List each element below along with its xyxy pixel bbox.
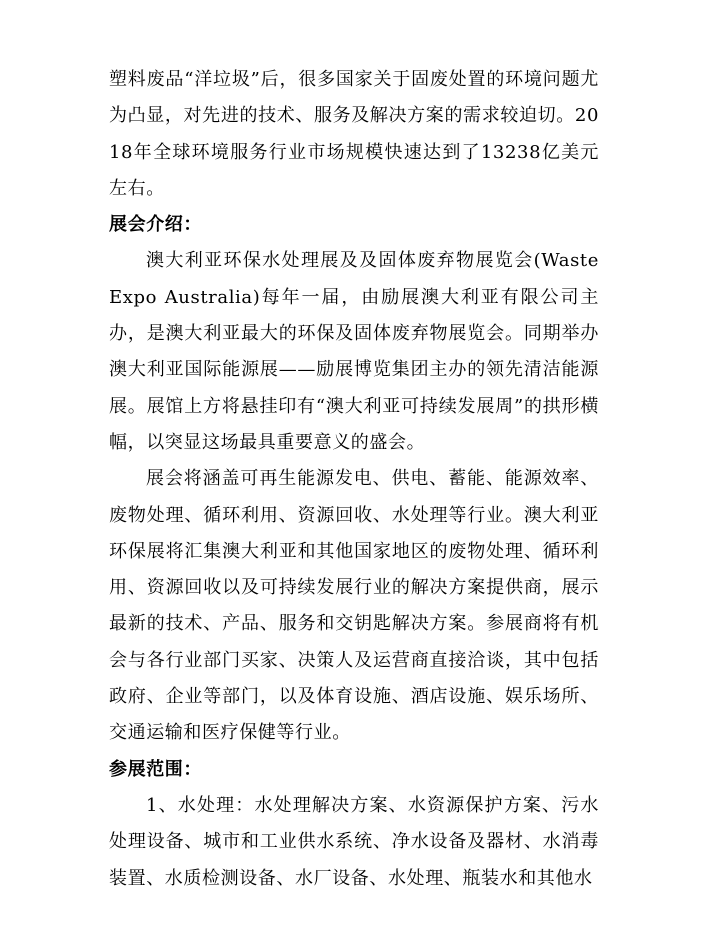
document-body <box>109 62 599 897</box>
exhibit-scope-item-1: 1、水处理：水处理解决方案、水资源保护方案、污水处理设备、城市和工业供水系统、净水设备及器材、水消毒装置、水质检测设备、水厂设备、水处理、瓶装水和其他水 <box>109 794 599 889</box>
intro-paragraph: 塑料废品“洋垃圾”后，很多国家关于固废处置的环境问题尤为凸显，对先进的技术、服务及解决方案的需求较迫切。2018年全球环境服务行业市场规模快速达到了13238亿美元左右。 <box>109 69 599 199</box>
section-heading-exhibition-intro: 展会介绍： <box>109 214 202 236</box>
exhibition-intro-paragraph-2: 展会将涵盖可再生能源发电、供电、蓄能、能源效率、废物处理、循环利用、资源回收、水处理等行业。澳大利亚环保展将汇集澳大利亚和其他国家地区的废物处理、循环利用、资源回收以及可持续发展行业的解决方案提供商，展示最新的技术、产品、服务和交钥匙解决方案。参展商将有机会与各行业部门买家、决策人及运营商直接洽谈，其中包括政府、企业等部门，以及体育设施、酒店设施、娱乐场所、交通运输和医疗保健等行业。 <box>109 468 599 744</box>
section-heading-exhibit-scope: 参展范围： <box>109 758 202 780</box>
exhibition-intro-paragraph-1: 澳大利亚环保水处理展及及固体废弃物展览会(Waste Expo Australia)每年一届，由励展澳大利亚有限公司主办，是澳大利亚最大的环保及固体废弃物展览会。同期举办澳大利亚国际能源展——励展博览集团主办的领先清洁能源展。展馆上方将悬挂印有“澳大利亚可持续发展周”的拱形横幅，以突显这场最具重要意义的盛会。 <box>109 250 599 453</box>
